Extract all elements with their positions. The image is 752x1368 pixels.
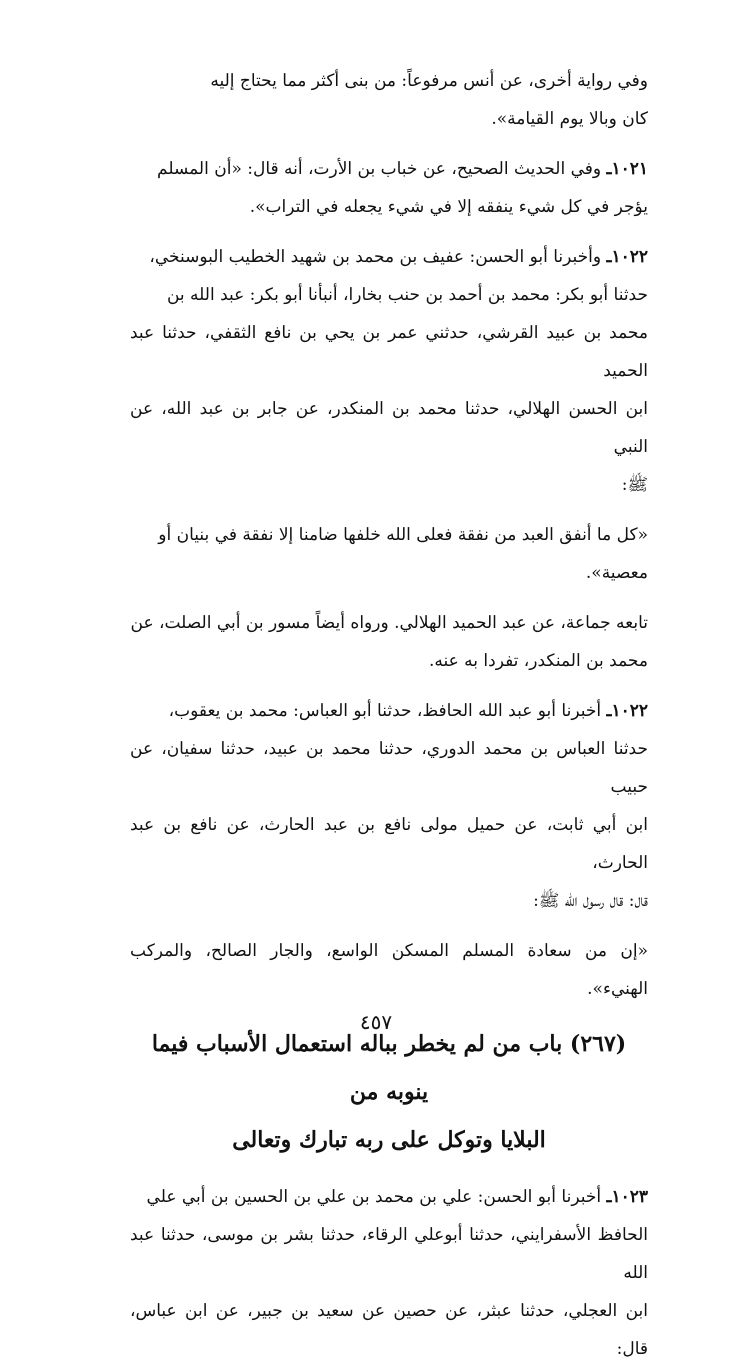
hadith-1021	[130, 150, 648, 226]
hadith-number: ١٠٢١ـ	[606, 159, 648, 179]
text-line: ﷺ:	[621, 475, 648, 495]
hadith-1022b-matn	[130, 932, 648, 1008]
text-segment: وأخبرنا أبو الحسن: عفيف بن محمد بن شهيد الخطيب البوسنخي،	[149, 247, 602, 267]
chapter-heading-line: البلايا وتوكل على ربه تبارك وتعالى	[232, 1127, 546, 1153]
page-number: ٤٥٧	[359, 1010, 393, 1034]
text-line: «كل ما أنفق العبد من نفقة فعلى الله خلفها ضامنا إلا نفقة في بنيان أو	[158, 525, 648, 545]
text-line	[130, 692, 648, 730]
hadith-number: ١٠٢٢ـ	[606, 701, 648, 721]
chapter-heading	[130, 1020, 648, 1164]
chapter-heading-line: (٢٦٧) باب من لم يخطر بباله استعمال الأسباب فيما ينوبه من	[151, 1031, 627, 1105]
text-line: الحافظ الأسفرايني، حدثنا أبوعلي الرقاء، حدثنا بشر بن موسى، حدثنا عبد الله	[130, 1225, 648, 1283]
text-line: محمد بن المنكدر، تفردا به عنه.	[428, 651, 648, 671]
hadith-1023	[130, 1178, 648, 1368]
text-line	[130, 1178, 648, 1216]
hadith-1022b-isnad	[130, 692, 648, 920]
text-segment: أخبرنا أبو عبد الله الحافظ، حدثنا أبو العباس: محمد بن يعقوب،	[168, 701, 602, 721]
paragraph-other-narration	[130, 62, 648, 138]
text-line: ابن أبي ثابت، عن حميل مولى نافع بن عبد الحارث، عن نافع بن عبد الحارث،	[130, 815, 648, 873]
text-line: حدثنا أبو بكر: محمد بن أحمد بن حنب بخارا، أنبأنا أبو بكر: عبد الله بن	[166, 285, 648, 305]
hadith-1022-matn	[130, 516, 648, 592]
text-line: قال: قال رسول الله ﷺ:	[533, 891, 648, 911]
text-line: محمد بن عبيد القرشي، حدثني عمر بن يحي بن نافع الثقفي، حدثنا عبد الحميد	[130, 323, 648, 381]
hadith-1022-note	[130, 604, 648, 680]
text-segment: وفي الحديث الصحيح، عن خباب بن الأرت، أنه قال: «أن المسلم	[157, 159, 602, 179]
text-line: تابعه جماعة، عن عبد الحميد الهلالي. ورواه أيضاً مسور بن أبي الصلت، عن	[130, 613, 648, 633]
text-line: يؤجر في كل شيء ينفقه إلا في شيء يجعله في التراب».	[249, 197, 648, 217]
hadith-number: ١٠٢٢ـ	[606, 247, 648, 267]
text-line: ابن الحسن الهلالي، حدثنا محمد بن المنكدر، عن جابر بن عبد الله، عن النبي	[130, 399, 648, 457]
text-line: معصية».	[585, 563, 648, 583]
text-line: كان وبالا يوم القيامة».	[491, 109, 648, 129]
text-line	[130, 150, 648, 188]
text-segment: أخبرنا أبو الحسن: علي بن محمد بن علي بن الحسين بن أبي علي	[146, 1187, 602, 1207]
text-line	[130, 238, 648, 276]
text-line: وفي رواية أخرى، عن أنس مرفوعاً: من بنى أكثر مما يحتاج إليه	[210, 71, 648, 91]
text-line: «إن من سعادة المسلم المسكن الواسع، والجار الصالح، والمركب الهنيء».	[130, 941, 648, 999]
text-line: ابن العجلي، حدثنا عبثر، عن حصين عن سعيد بن جبير، عن ابن عباس، قال:	[130, 1301, 648, 1359]
text-line: حدثنا العباس بن محمد الدوري، حدثنا محمد بن عبيد، حدثنا سفيان، عن حبيب	[130, 739, 648, 797]
hadith-1022-isnad	[130, 238, 648, 504]
hadith-number: ١٠٢٣ـ	[606, 1187, 648, 1207]
